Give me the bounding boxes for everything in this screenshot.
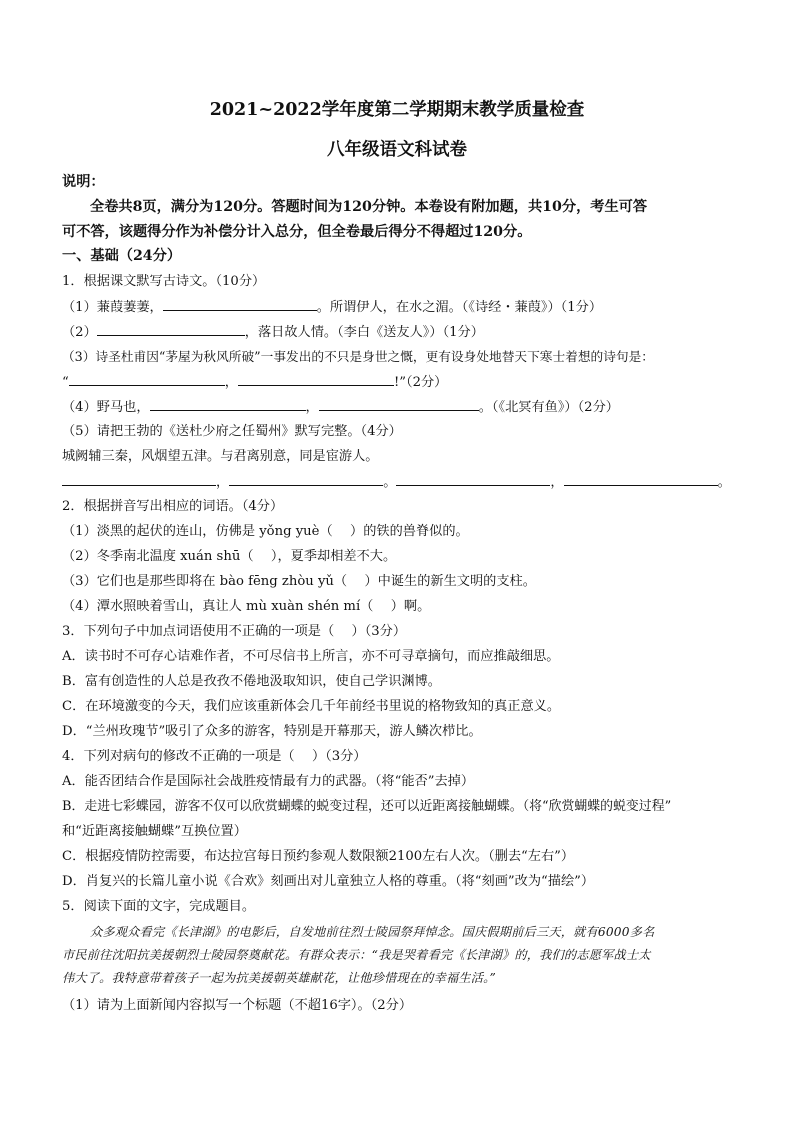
q1-item-1: [62, 297, 734, 318]
news-passage-line-1: 众多观众看完《长津湖》的电影后，自发地前往烈士陵园祭拜悼念。国庆假期前后三天，就有6000多名: [90, 925, 655, 939]
q2-item-1: （1）淡黑的起伏的连山，仿佛是 yǒng yuè（ ）的铁的兽脊似的。: [62, 524, 469, 539]
q4-option-b-line-1: B．走进七彩蝶园，游客不仅可以欣赏蝴蝶的蜕变过程，还可以近距离接触蝴蝶。（将“欣赏蝴蝶的蜕变过程”: [62, 799, 672, 814]
q4-stem: 4．下列对病句的修改不正确的一项是（ ）（3分）: [62, 749, 367, 764]
q3-stem: 3．下列句子中加点词语使用不正确的一项是（ ）（3分）: [62, 624, 407, 639]
instructions-label: 说明：: [62, 174, 105, 190]
exam-subtitle: 八年级语文科试卷: [327, 140, 467, 160]
answer-blank[interactable]: [69, 372, 225, 386]
q2-item-3: （3）它们也是那些即将在 bào fēng zhòu yǔ（ ）中诞生的新生文明的支柱。: [62, 574, 536, 589]
q5-stem: 5．阅读下面的文字，完成题目。: [62, 899, 256, 914]
answer-blank[interactable]: [97, 322, 245, 336]
q5-sub-question-1: （1）请为上面新闻内容拟写一个标题（不超16字）。（2分）: [62, 998, 413, 1013]
q1-item-3: （3）诗圣杜甫因“茅屋为秋风所破”一事发出的不只是身世之慨，更有设身处地替天下寒士着想的诗句是：: [62, 349, 654, 364]
answer-blank[interactable]: [163, 297, 317, 311]
section-heading-basics: 一、基础（24分）: [62, 248, 182, 264]
q1-item-2: [62, 322, 734, 343]
q4-option-b-line-2: 和“近距离接触蝴蝶”互换位置）: [62, 824, 247, 839]
q3-option-d: D．“兰州玫瑰节”吸引了众多的游客，特别是开幕那天，游人鳞次栉比。: [62, 724, 482, 739]
open-quote: “: [62, 375, 69, 390]
q1-item-3-after: !”（2分）: [393, 375, 448, 390]
q1-item-5-given: 城阙辅三秦，风烟望五津。与君离别意，同是宦游人。: [62, 449, 379, 464]
q1-item-2-before: （2）: [62, 325, 97, 340]
q1-item-4-before: （4）野马也，: [62, 400, 150, 415]
instructions-line-1: 全卷共8页，满分为120分。答题时间为120分钟。本卷设有附加题，共10分，考生可答: [90, 199, 648, 215]
q1-item-1-before: （1）蒹葭萋萋，: [62, 300, 163, 315]
comma: ，: [224, 375, 238, 390]
q2-item-2: （2）冬季南北温度 xuán shū（ ），夏季却相差不大。: [62, 549, 397, 564]
q1-item-4-after: 。（《北冥有鱼》）（2分）: [478, 400, 619, 415]
q4-option-a: A．能否团结合作是国际社会战胜疫情最有力的武器。（将“能否”去掉）: [62, 774, 475, 789]
q4-option-c: C．根据疫情防控需要，布达拉宫每日预约参观人数限额2100左右人次。（删去“左右”）: [62, 849, 575, 864]
exam-title: 2021~2022学年度第二学期期末教学质量检查: [209, 100, 585, 120]
news-passage-line-3: 伟大了。我特意带着孩子一起为抗美援朝英雄献花，让他珍惜现在的幸福生活。”: [62, 971, 496, 985]
period: 。: [717, 475, 731, 490]
answer-blank[interactable]: [319, 397, 479, 411]
answer-blank[interactable]: [238, 372, 394, 386]
q1-item-5-blanks: [62, 472, 734, 493]
q1-item-3-blanks: [62, 372, 734, 393]
comma: ，: [216, 475, 230, 490]
q1-item-1-after: 。所谓伊人，在水之湄。（《诗经・蒹葭》）（1分）: [316, 300, 603, 315]
answer-blank[interactable]: [564, 472, 718, 486]
comma: ，: [550, 475, 564, 490]
q2-item-4: （4）潭水照映着雪山，真让人 mù xuàn shén mí（ ）啊。: [62, 599, 431, 614]
q4-option-d: D．肖复兴的长篇儿童小说《合欢》刻画出对儿童独立人格的尊重。（将“刻画”改为“描绘”）: [62, 874, 595, 889]
answer-blank[interactable]: [150, 397, 306, 411]
answer-blank[interactable]: [62, 472, 216, 486]
q3-option-b: B．富有创造性的人总是孜孜不倦地汲取知识，使自己学识渊博。: [62, 674, 441, 689]
q1-item-2-after: ，落日故人情。（李白《送友人》）（1分）: [244, 325, 484, 340]
q3-option-c: C．在环境激变的今天，我们应该重新体会几千年前经书里说的格物致知的真正意义。: [62, 699, 561, 714]
q2-stem: 2．根据拼音写出相应的词语。（4分）: [62, 499, 284, 514]
answer-blank[interactable]: [229, 472, 383, 486]
instructions-line-2: 可不答，该题得分作为补偿分计入总分，但全卷最后得分不得超过120分。: [62, 224, 532, 240]
period: 。: [383, 475, 397, 490]
comma: ，: [305, 400, 319, 415]
news-passage-line-2: 市民前往沈阳抗美援朝烈士陵园祭奠献花。有群众表示：“我是哭着看完《长津湖》的，我们的志愿军战士太: [62, 948, 651, 962]
q1-item-4: [62, 397, 734, 418]
q1-stem: 1．根据课文默写古诗文。（10分）: [62, 274, 266, 289]
answer-blank[interactable]: [396, 472, 550, 486]
q1-item-5: （5）请把王勃的《送杜少府之任蜀州》默写完整。（4分）: [62, 424, 402, 439]
q3-option-a: A．读书时不可存心诘难作者，不可尽信书上所言，亦不可寻章摘句，而应推敲细思。: [62, 649, 560, 664]
